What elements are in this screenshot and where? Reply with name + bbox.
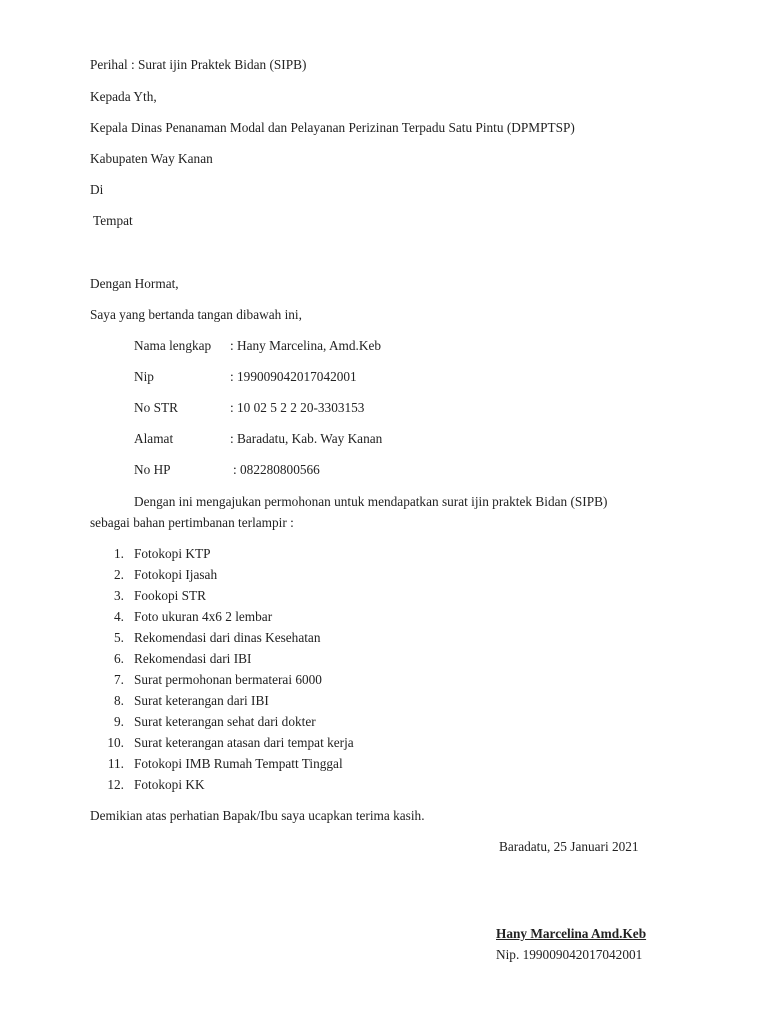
attachment-item-12	[100, 777, 205, 793]
attachment-item-11	[100, 756, 343, 772]
recipient-di: Di	[90, 182, 104, 197]
field-row-address	[134, 431, 382, 447]
list-number: 1.	[114, 546, 124, 561]
field-label: Alamat	[134, 431, 174, 446]
list-text: Surat keterangan sehat dari dokter	[134, 714, 316, 729]
recipient-place: Tempat	[93, 213, 133, 228]
recipient-greeting: Kepada Yth,	[90, 89, 157, 104]
signatory-name: Hany Marcelina Amd.Keb	[496, 926, 647, 941]
attachment-item-10	[100, 735, 354, 751]
list-number: 11.	[107, 756, 124, 771]
attachment-item-7	[100, 672, 322, 688]
list-number: 6.	[114, 651, 124, 666]
place-date: Baradatu, 25 Januari 2021	[499, 839, 639, 854]
field-row-phone	[134, 462, 320, 478]
field-value: : 199009042017042001	[230, 369, 357, 384]
field-value: : Hany Marcelina, Amd.Keb	[230, 338, 382, 353]
list-text: Rekomendasi dari IBI	[134, 651, 252, 666]
list-text: Fotokopi IMB Rumah Tempatt Tinggal	[134, 756, 343, 771]
request-paragraph-line2: sebagai bahan pertimbanan terlampir :	[90, 515, 294, 530]
field-label: Nama lengkap	[134, 338, 212, 353]
attachment-item-5	[100, 630, 320, 646]
salutation: Dengan Hormat,	[90, 276, 179, 291]
list-text: Fotokopi KTP	[134, 546, 211, 561]
list-number: 9.	[114, 714, 124, 729]
list-text: Fotokopi KK	[134, 777, 205, 792]
field-value: : 10 02 5 2 2 20-3303153	[230, 400, 365, 415]
attachment-item-1	[100, 546, 210, 562]
list-text: Surat keterangan atasan dari tempat kerja	[134, 735, 354, 750]
field-row-nip	[134, 369, 357, 385]
list-text: Surat permohonan bermaterai 6000	[134, 672, 322, 687]
list-text: Fookopi STR	[134, 588, 207, 603]
list-number: 12.	[107, 777, 124, 792]
field-row-name	[134, 338, 381, 354]
list-text: Surat keterangan dari IBI	[134, 693, 269, 708]
list-number: 5.	[114, 630, 124, 645]
attachment-item-6	[100, 651, 251, 667]
request-paragraph-line1: Dengan ini mengajukan permohonan untuk mendapatkan surat ijin praktek Bidan (SIPB)	[134, 494, 608, 509]
list-number: 4.	[114, 609, 124, 624]
recipient-title: Kepala Dinas Penanaman Modal dan Pelayanan Perizinan Terpadu Satu Pintu (DPMPTSP)	[90, 120, 575, 135]
list-number: 7.	[114, 672, 124, 687]
list-text: Fotokopi Ijasah	[134, 567, 218, 582]
field-label: No STR	[134, 400, 178, 415]
field-row-str	[134, 400, 364, 416]
attachment-item-9	[100, 714, 316, 730]
intro-line: Saya yang bertanda tangan dibawah ini,	[90, 307, 302, 322]
list-number: 3.	[114, 588, 124, 603]
attachment-item-2	[100, 567, 217, 583]
recipient-regency: Kabupaten Way Kanan	[90, 151, 213, 166]
attachment-item-4	[100, 609, 272, 625]
field-value: : Baradatu, Kab. Way Kanan	[230, 431, 383, 446]
attachment-item-3	[100, 588, 206, 604]
closing-line: Demikian atas perhatian Bapak/Ibu saya ucapkan terima kasih.	[90, 808, 425, 823]
list-number: 10.	[107, 735, 124, 750]
signatory-nip: Nip. 199009042017042001	[496, 947, 643, 962]
attachment-item-8	[100, 693, 269, 709]
list-text: Rekomendasi dari dinas Kesehatan	[134, 630, 321, 645]
field-label: No HP	[134, 462, 171, 477]
list-number: 8.	[114, 693, 124, 708]
list-number: 2.	[114, 567, 124, 582]
field-value: : 082280800566	[233, 462, 320, 477]
field-label: Nip	[134, 369, 154, 384]
subject-line: Perihal : Surat ijin Praktek Bidan (SIPB)	[90, 57, 307, 72]
list-text: Foto ukuran 4x6 2 lembar	[134, 609, 273, 624]
